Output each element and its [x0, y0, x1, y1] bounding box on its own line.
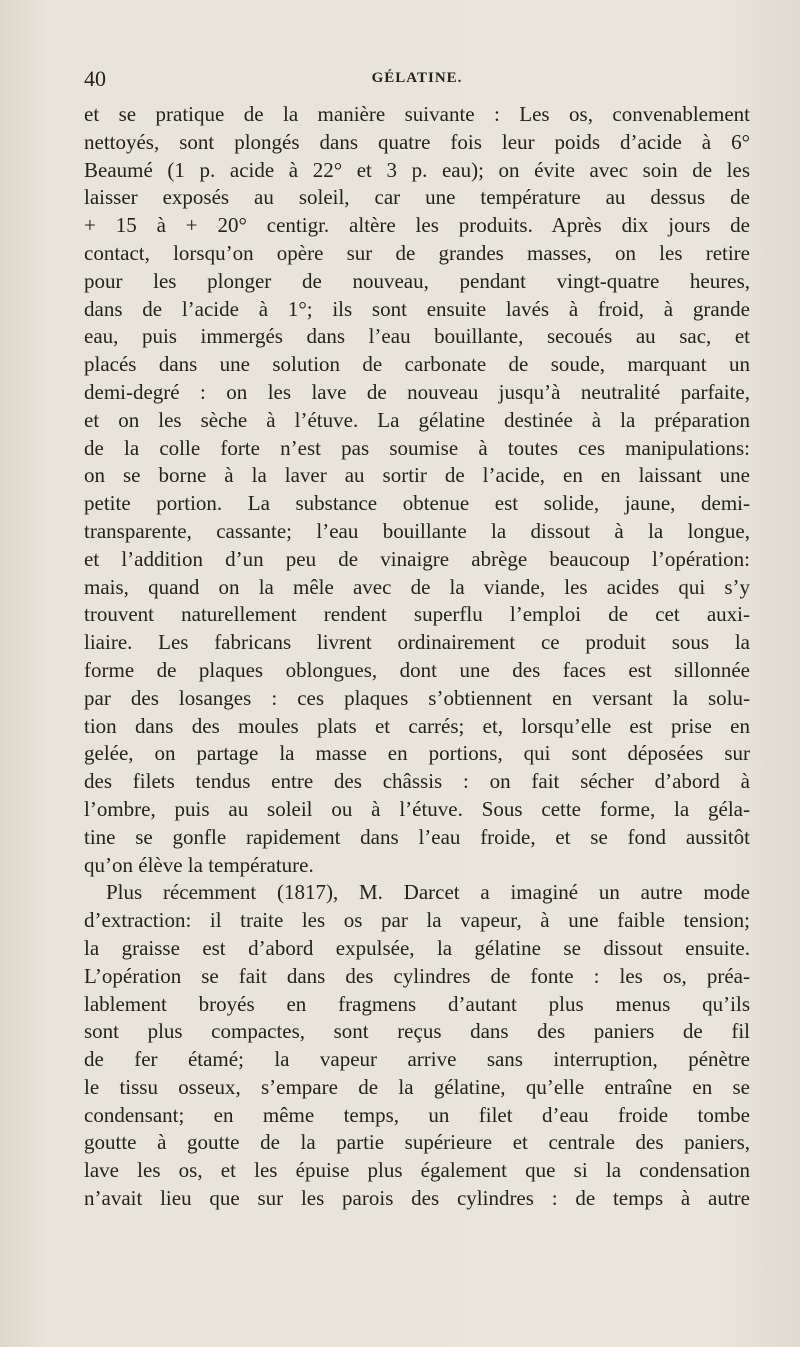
page-header: [84, 66, 750, 96]
text-line: mais, quand on la mêle avec de la viande, les acides qui s’y: [84, 574, 750, 599]
text-line: nettoyés, sont plongés dans quatre fois leur poids d’acide à 6°: [84, 129, 750, 154]
text-line: L’opération se fait dans des cylindres de fonte : les os, préa-: [84, 963, 750, 988]
body-text: [84, 101, 750, 1213]
page-number: 40: [84, 66, 106, 91]
text-line: condensant; en même temps, un filet d’eau froide tombe: [84, 1102, 750, 1127]
text-line: laisser exposés au soleil, car une température au dessus de: [84, 185, 750, 210]
text-line: sont plus compactes, sont reçus dans des paniers de fil: [84, 1019, 750, 1044]
text-line: lablement broyés en fragmens d’autant plus menus qu’ils: [84, 991, 750, 1016]
text-line: transparente, cassante; l’eau bouillante la dissout à la longue,: [84, 518, 750, 543]
text-line: dans de l’acide à 1°; ils sont ensuite lavés à froid, à grande: [84, 296, 750, 321]
text-line: contact, lorsqu’on opère sur de grandes masses, on les retire: [84, 240, 750, 265]
text-line: Beaumé (1 p. acide à 22° et 3 p. eau); on évite avec soin de les: [84, 157, 750, 182]
text-line: trouvent naturellement rendent superflu l’emploi de cet auxi-: [84, 602, 750, 627]
text-line: tine se gonfle rapidement dans l’eau froide, et se fond aussitôt: [84, 824, 750, 849]
text-line: goutte à goutte de la partie supérieure et centrale des paniers,: [84, 1130, 750, 1155]
text-line: la graisse est d’abord expulsée, la gélatine se dissout ensuite.: [84, 935, 750, 960]
text-line: + 15 à + 20° centigr. altère les produits. Après dix jours de: [84, 213, 750, 238]
text-line: de la colle forte n’est pas soumise à toutes ces manipulations:: [84, 435, 750, 460]
text-line: forme de plaques oblongues, dont une des faces est sillonnée: [84, 657, 750, 682]
text-line: placés dans une solution de carbonate de soude, marquant un: [84, 352, 750, 377]
text-line: et on les sèche à l’étuve. La gélatine destinée à la préparation: [84, 407, 750, 432]
text-line: gelée, on partage la masse en portions, qui sont déposées sur: [84, 741, 750, 766]
text-line: demi-degré : on les lave de nouveau jusqu’à neutralité parfaite,: [84, 379, 750, 404]
text-line: pour les plonger de nouveau, pendant vingt-quatre heures,: [84, 268, 750, 293]
running-title: GÉLATINE.: [371, 70, 463, 86]
text-line: liaire. Les fabricans livrent ordinairement ce produit sous la: [84, 630, 750, 655]
text-line: lave les os, et les épuise plus également que si la condensation: [84, 1158, 750, 1183]
text-line: petite portion. La substance obtenue est solide, jaune, demi-: [84, 491, 750, 516]
text-line: le tissu osseux, s’empare de la gélatine, qu’elle entraîne en se: [84, 1074, 750, 1099]
text-line: l’ombre, puis au soleil ou à l’étuve. Sous cette forme, la géla-: [84, 796, 750, 821]
text-line: n’avait lieu que sur les parois des cylindres : de temps à autre: [84, 1186, 750, 1211]
text-line: de fer étamé; la vapeur arrive sans interruption, pénètre: [84, 1047, 750, 1072]
text-line: et l’addition d’un peu de vinaigre abrège beaucoup l’opération:: [84, 546, 750, 571]
text-line: d’extraction: il traite les os par la vapeur, à une faible tension;: [84, 908, 750, 933]
text-line: par des losanges : ces plaques s’obtiennent en versant la solu-: [84, 685, 750, 710]
text-line: des filets tendus entre des châssis : on fait sécher d’abord à: [84, 769, 750, 794]
text-line: et se pratique de la manière suivante : Les os, convenablement: [84, 102, 750, 126]
text-line: qu’on élève la température.: [84, 852, 314, 877]
text-line: tion dans des moules plats et carrés; et, lorsqu’elle est prise en: [84, 713, 750, 738]
text-line: on se borne à la laver au sortir de l’acide, en en laissant une: [84, 463, 750, 488]
text-line: eau, puis immergés dans l’eau bouillante, secoués au sac, et: [84, 324, 750, 349]
text-line: Plus récemment (1817), M. Darcet a imaginé un autre mode: [106, 880, 750, 905]
